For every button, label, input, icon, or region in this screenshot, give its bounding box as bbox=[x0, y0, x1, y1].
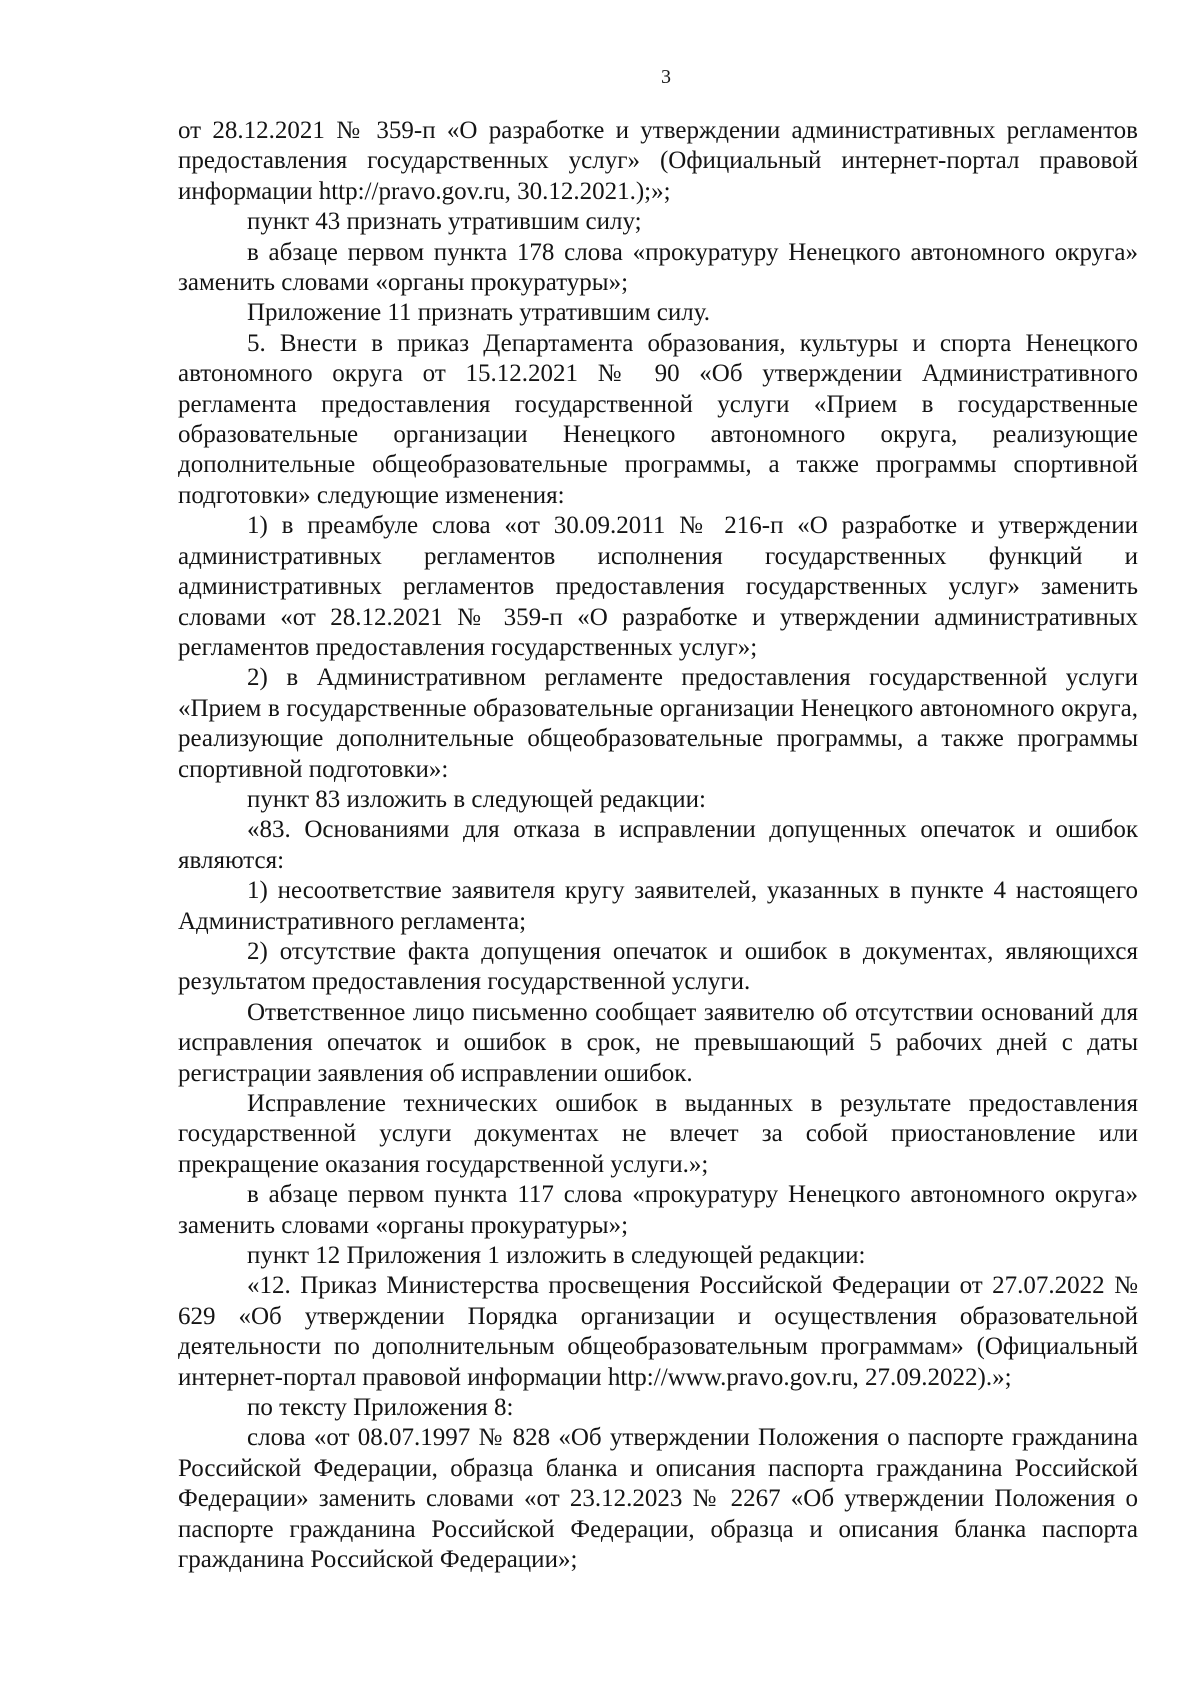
document-body bbox=[178, 116, 1138, 1576]
paragraph-technical-errors: Исправление технических ошибок в выданных в результате предоставления государственной услуги документах не влечет за собой приостановление или прекращение оказания государственной услуги.»; bbox=[178, 1090, 1138, 1178]
paragraph-item-178: в абзаце первом пункта 178 слова «прокуратуру Ненецкого автономного округа» заменить словами «органы прокуратуры»; bbox=[178, 238, 1138, 297]
paragraph-appendix-8: по тексту Приложения 8: bbox=[247, 1394, 514, 1422]
paragraph-item-12-text: «12. Приказ Министерства просвещения Российской Федерации от 27.07.2022 № 629 «Об утверждении Порядка организации и осуществления образовательной деятельности по дополнительным общеобразовательным программам» (Официальный интернет-портал правовой информации http://www.pravo.gov.ru, 27.09.2022).»; bbox=[178, 1272, 1138, 1391]
paragraph-section-5: 5. Внести в приказ Департамента образования, культуры и спорта Ненецкого автономного округа от 15.12.2021 № 90 «Об утверждении Административного регламента предоставления государственной услуги «Прием в государственные образовательные организации Ненецкого автономного округа, реализующие дополнительные общеобразовательные программы, а также программы спортивной подготовки» следующие изменения: bbox=[178, 329, 1138, 509]
paragraph-item-43: пункт 43 признать утратившим силу; bbox=[247, 208, 642, 236]
paragraph-passport-words: слова «от 08.07.1997 № 828 «Об утверждении Положения о паспорте гражданина Российской Федерации, образца бланка и описания паспорта гражданина Российской Федерации» заменить словами «от 23.12.2023 № 2267 «Об утверждении Положения о паспорте гражданина Российской Федерации, образца и описания бланка паспорта гражданина Российской Федерации»; bbox=[178, 1424, 1138, 1574]
paragraph-ground-1: 1) несоответствие заявителя кругу заявителей, указанных в пункте 4 настоящего Административного регламента; bbox=[178, 877, 1138, 935]
paragraph-subitem-2: 2) в Административном регламенте предоставления государственной услуги «Прием в государственные образовательные организации Ненецкого автономного округа, реализующие дополнительные общеобразовательные программы, а также программы спортивной подготовки»: bbox=[178, 664, 1138, 783]
paragraph-item-83-text: «83. Основаниями для отказа в исправлении допущенных опечаток и ошибок являются: bbox=[178, 816, 1138, 874]
paragraph-item-83: пункт 83 изложить в следующей редакции: bbox=[247, 785, 706, 813]
paragraph-responsible-person: Ответственное лицо письменно сообщает заявителю об отсутствии оснований для исправления опечаток и ошибок в срок, не превышающий 5 рабочих дней с даты регистрации заявления об исправлении ошибок. bbox=[178, 998, 1138, 1087]
paragraph-subitem-1: 1) в преамбуле слова «от 30.09.2011 № 216-п «О разработке и утверждении административных регламентов исполнения государственных функций и административных регламентов предоставления государственных услуг» заменить словами «от 28.12.2021 № 359-п «О разработке и утверждении административных регламентов предоставления государственных услуг»; bbox=[178, 512, 1138, 661]
paragraph-appendix-1-item-12: пункт 12 Приложения 1 изложить в следующей редакции: bbox=[247, 1242, 866, 1270]
paragraph-item-117: в абзаце первом пункта 117 слова «прокуратуру Ненецкого автономного округа» заменить словами «органы прокуратуры»; bbox=[178, 1181, 1138, 1239]
paragraph-ground-2: 2) отсутствие факта допущения опечаток и ошибок в документах, являющихся результатом предоставления государственной услуги. bbox=[178, 937, 1138, 996]
page-number: 3 bbox=[661, 66, 671, 88]
paragraph-appendix-11: Приложение 11 признать утратившим силу. bbox=[247, 299, 710, 327]
paragraph-continuation: от 28.12.2021 № 359-п «О разработке и утверждении административных регламентов предоставления государственных услуг» (Официальный интернет-портал правовой информации http://pravo.gov.ru, 30.12.2021.);»; bbox=[178, 117, 1138, 205]
